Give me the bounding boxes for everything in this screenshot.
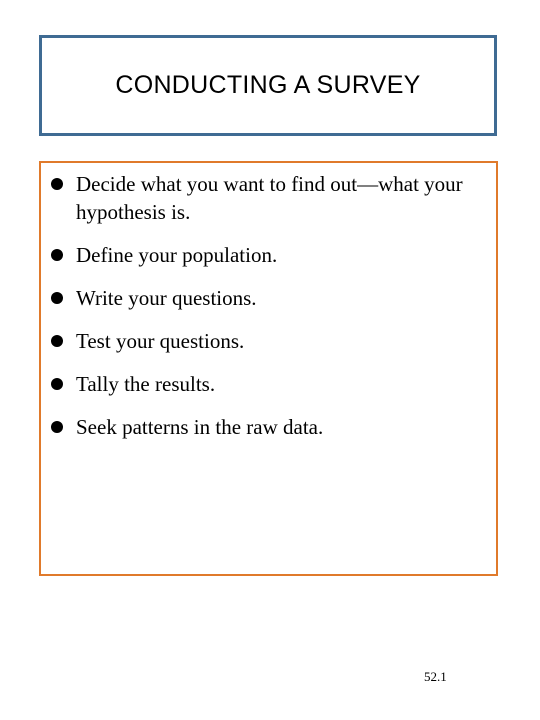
bullet-text: Tally the results. bbox=[76, 372, 216, 396]
bullet-item bbox=[41, 413, 496, 441]
bullet-text: Decide what you want to find out—what your hypothesis is. bbox=[76, 172, 463, 224]
bullet-icon bbox=[51, 421, 63, 433]
bullet-icon bbox=[51, 292, 63, 304]
content-box bbox=[39, 161, 498, 576]
bullet-text: Write your questions. bbox=[76, 286, 257, 310]
bullet-text: Test your questions. bbox=[76, 329, 245, 353]
slide-title: CONDUCTING A SURVEY bbox=[115, 71, 421, 99]
bullet-item bbox=[41, 170, 496, 226]
bullet-list bbox=[41, 170, 496, 456]
bullet-item bbox=[41, 241, 496, 269]
bullet-item bbox=[41, 327, 496, 355]
bullet-icon bbox=[51, 249, 63, 261]
bullet-icon bbox=[51, 178, 63, 190]
bullet-item bbox=[41, 284, 496, 312]
bullet-icon bbox=[51, 335, 63, 347]
bullet-icon bbox=[51, 378, 63, 390]
title-box bbox=[39, 35, 497, 136]
bullet-text: Seek patterns in the raw data. bbox=[76, 415, 324, 439]
bullet-text: Define your population. bbox=[76, 243, 278, 267]
page-number: 52.1 bbox=[424, 669, 447, 684]
bullet-item bbox=[41, 370, 496, 398]
